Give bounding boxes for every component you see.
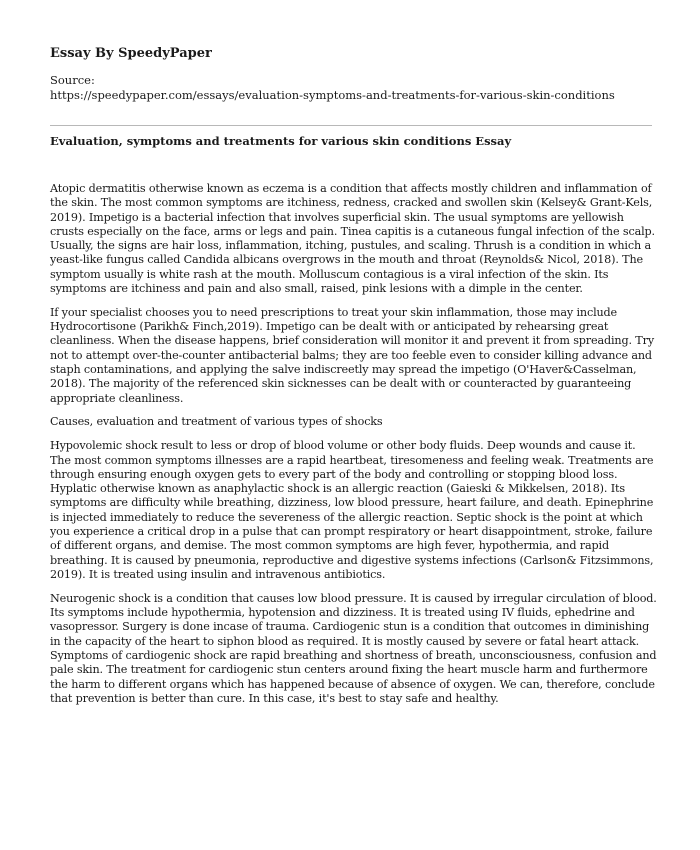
paragraph-shock-types: Hypovolemic shock result to less or drop of blood volume or other body fluids. Deep wounds and cause it. The most common symptoms illnesses are a rapid heartbeat, tiresomeness and feeling weak. Treatments are through ensuring enough oxygen gets to every part of the body and controlling or stopping blood loss. Hyplatic otherwise known as anaphylactic shock is an allergic reaction (Gaieski & Mikkelsen, 2018). Its symptoms are difficulty while breathing, dizziness, low blood pressure, heart failure, and death. Epinephrine is injected immediately to reduce the severeness of the allergic reaction. Septic shock is the point at which you experience a critical drop in a pulse that can prompt respiratory or heart disappointment, stroke, failure of different organs, and demise. The most common symptoms are high fever, hypothermia, and rapid breathing. It is caused by pneumonia, reproductive and digestive systems infections (Carlson& Fitzsimmons, 2019). It is treated using insulin and intravenous antibiotics. (50, 439, 654, 581)
source-block (50, 73, 670, 103)
paragraph-neurogenic-cardiogenic: Neurogenic shock is a condition that causes low blood pressure. It is caused by irregular circulation of blood. Its symptoms include hypothermia, hypotension and dizziness. It is treated using IV fluids, ephedrine and vasopressor. Surgery is done incase of trauma. Cardiogenic stun is a condition that outcomes in diminishing in the capacity of the heart to siphon blood as required. It is mostly caused by severe or fatal heart attack. Symptoms of cardiogenic shock are rapid breathing and shortness of breath, unconsciousness, confusion and pale skin. The treatment for cardiogenic stun centers around fixing the heart muscle harm and furthermore the harm to different organs which has happened because of absence of oxygen. We can, therefore, conclude that prevention is better than cure. In this case, it's best to stay safe and healthy. (50, 591, 657, 705)
essay-body (50, 182, 658, 716)
section-heading-shocks: Causes, evaluation and treatment of various types of shocks (50, 415, 383, 429)
paragraph-skin-treatments: If your specialist chooses you to need prescriptions to treat your skin inflammation, those may include Hydrocortisone (Parikh& Finch,2019). Impetigo can be dealt with or anticipated by rehearsing great cleanliness. When the disease happens, brief consideration will monitor it and prevent it from spreading. Try not to attempt over-the-counter antibacterial balms; they are too feeble even to consider killing advance and staph contaminations, and applying the salve indiscreetly may spread the impetigo (O'Haver&Casselman, 2018). The majority of the referenced skin sicknesses can be dealt with or counteracted by guaranteeing appropriate cleanliness. (50, 305, 654, 405)
paragraph-skin-conditions: Atopic dermatitis otherwise known as eczema is a condition that affects mostly children and inflammation of the skin. The most common symptoms are itchiness, redness, cracked and swollen skin (Kelsey& Grant-Kels, 2019). Impetigo is a bacterial infection that involves superficial skin. The usual symptoms are yellowish crusts especially on the face, arms or legs and pain. Tinea capitis is a cutaneous fungal infection of the scalp. Usually, the signs are hair loss, inflammation, itching, pustules, and scaling. Thrush is a condition in which a yeast-like fungus called Candida albicans overgrows in the mouth and throat (Reynolds& Nicol, 2018). The symptom usually is white rash at the mouth. Molluscum contagious is a viral infection of the skin. Its symptoms are itchiness and pain and also small, raised, pink lesions with a dimple in the center. (50, 182, 655, 296)
header-divider (50, 125, 652, 126)
essay-title: Evaluation, symptoms and treatments for various skin conditions Essay (50, 134, 512, 148)
source-label: Source: (50, 73, 95, 87)
source-url-link[interactable]: https://speedypaper.com/essays/evaluation-symptoms-and-treatments-for-various-skin-conditions (50, 88, 615, 102)
document-title: Essay By SpeedyPaper (50, 46, 212, 61)
